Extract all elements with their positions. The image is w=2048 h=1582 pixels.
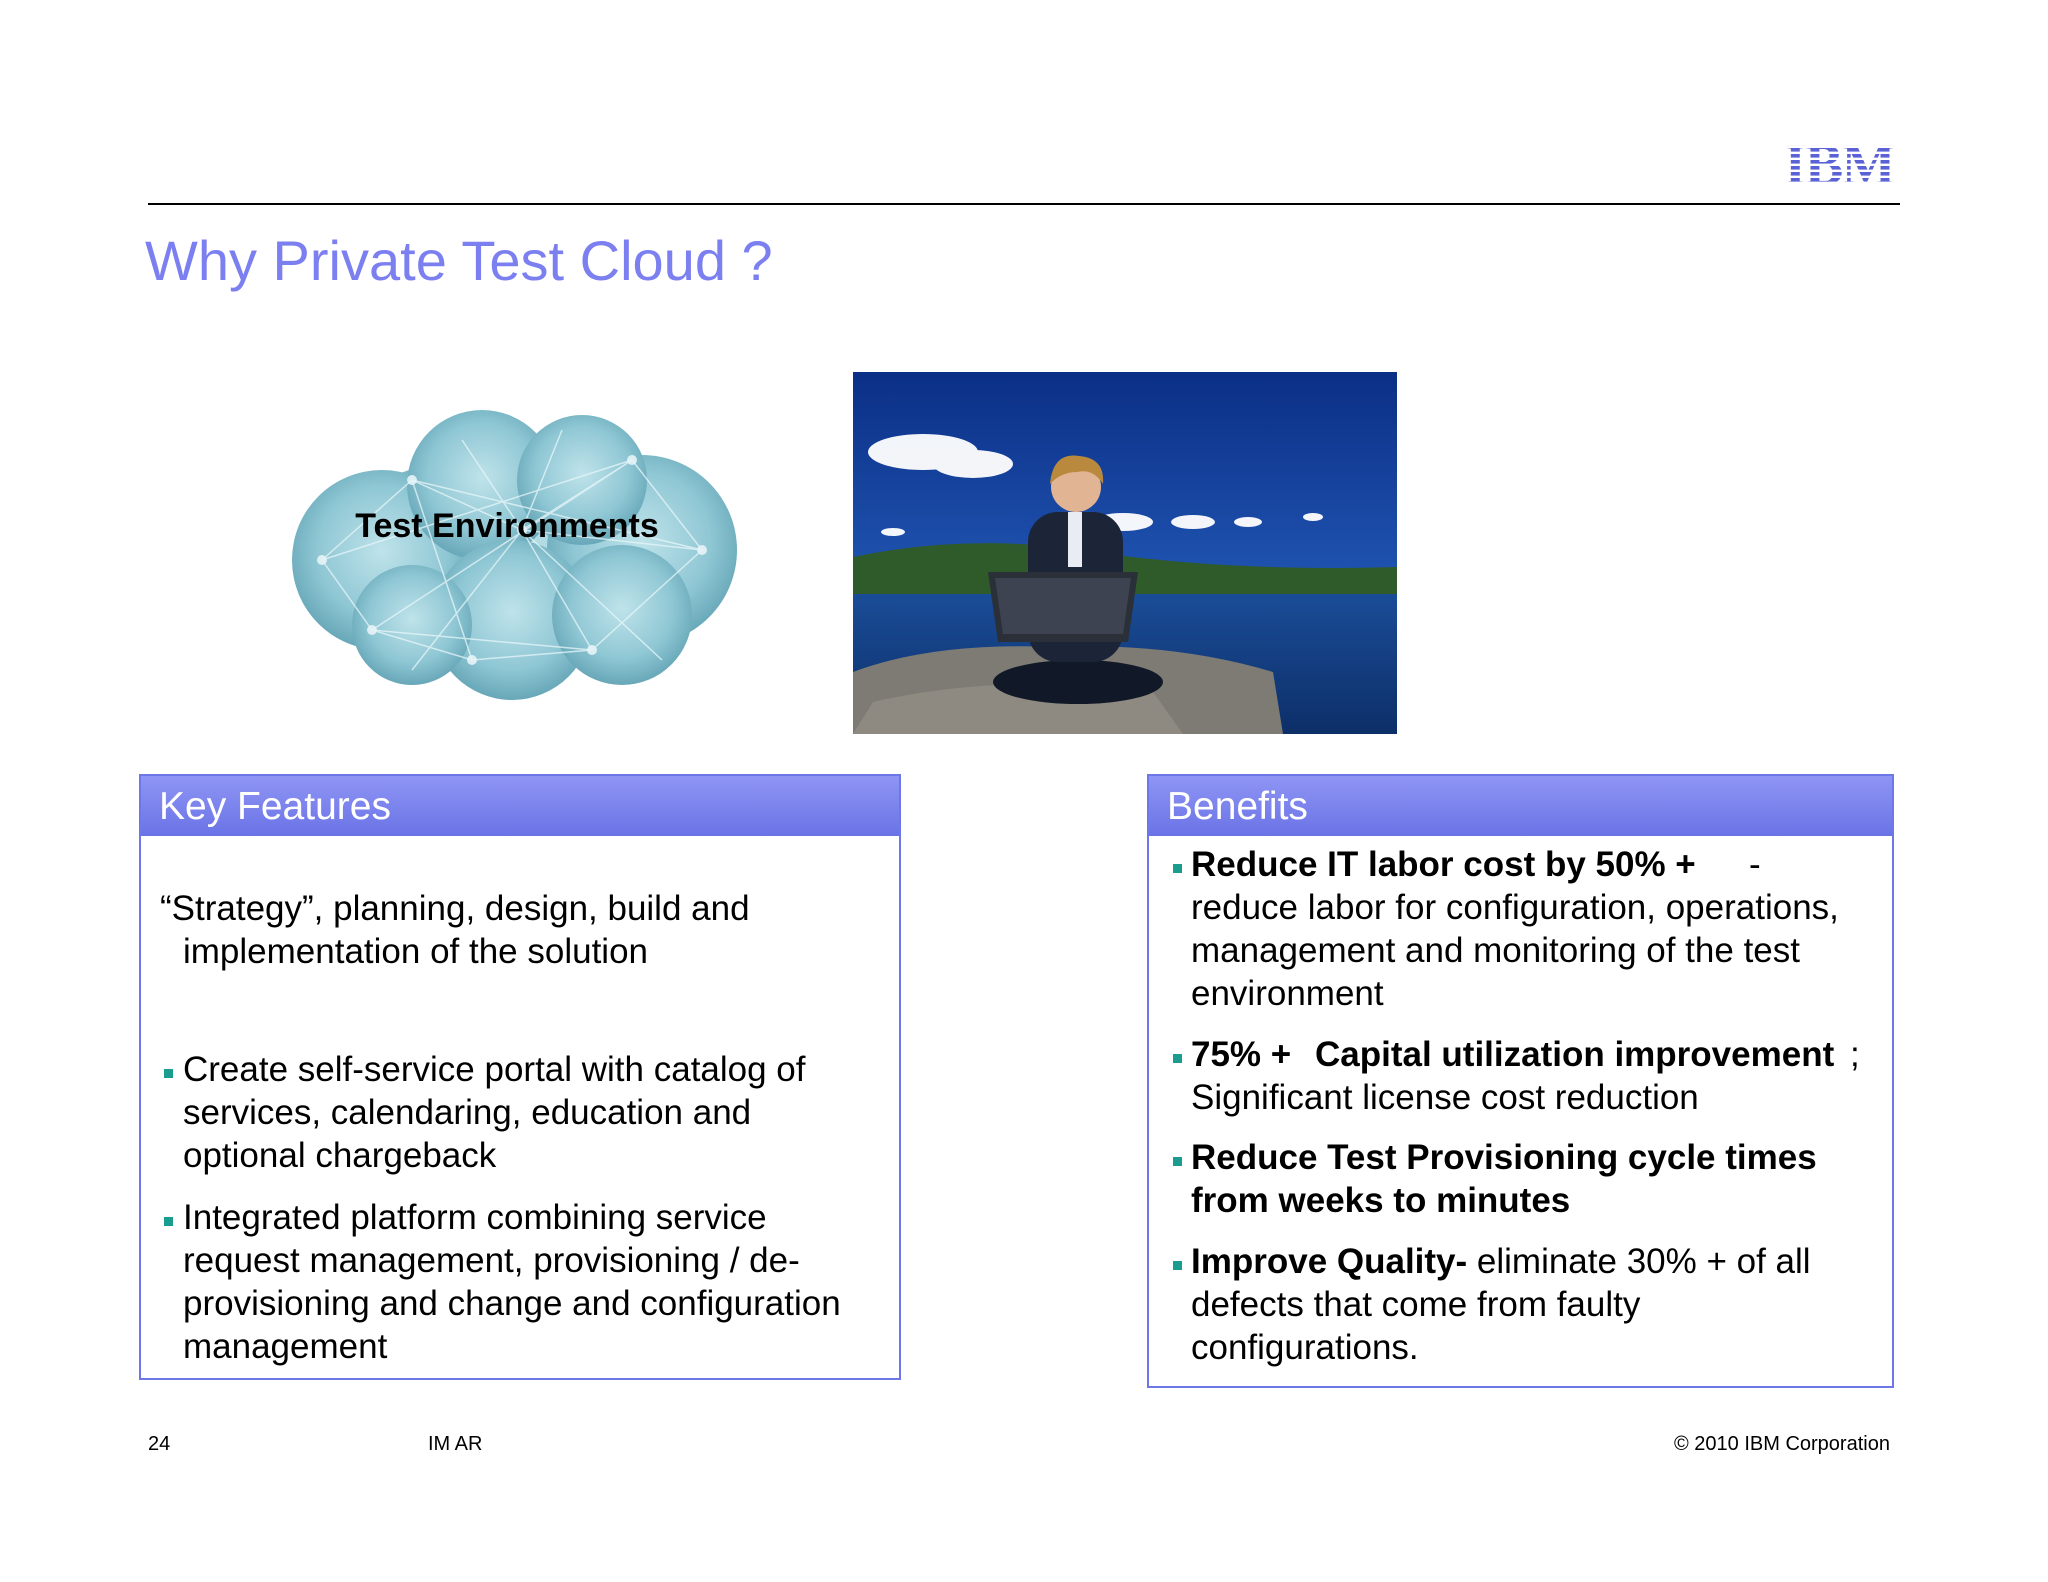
benefit-1-line1: reduce labor for configuration, operations, (1191, 888, 1839, 927)
benefit-2-semicolon: ; (1850, 1035, 1860, 1074)
bullet-icon (1173, 864, 1182, 873)
copyright: © 2010 IBM Corporation (1674, 1433, 1890, 1455)
page-number: 24 (148, 1433, 171, 1455)
bullet-icon (1173, 1054, 1182, 1063)
benefit-2-bold-b: Capital utilization improvement (1315, 1035, 1835, 1074)
benefits-heading: Benefits (1149, 776, 1892, 836)
benefit-3-line2: from weeks to minutes (1191, 1181, 1571, 1220)
benefits-panel (1147, 774, 1894, 1388)
benefit-3-line1: Reduce Test Provisioning cycle times (1191, 1138, 1817, 1177)
feature-1-line3: optional chargeback (183, 1136, 497, 1175)
footer-label: IM AR (428, 1433, 483, 1455)
benefit-1-line3: environment (1191, 974, 1384, 1013)
benefit-1-dash: - (1749, 845, 1761, 884)
bullet-icon (1173, 1261, 1182, 1270)
feature-2-line4: management (183, 1327, 388, 1366)
benefit-4-line2: configurations. (1191, 1328, 1419, 1367)
key-features-panel (139, 774, 901, 1380)
feature-2-line1: Integrated platform combining service (183, 1198, 767, 1237)
bullet-icon (164, 1069, 173, 1078)
bullet-icon (1173, 1157, 1182, 1166)
benefit-4-tail: eliminate 30% + of all (1467, 1242, 1811, 1281)
svg-text:IBM: IBM (1784, 136, 1894, 188)
benefit-4-bold: Improve Quality- (1191, 1242, 1468, 1281)
features-intro-line2: implementation of the solution (183, 932, 648, 971)
benefit-4-line0 (1191, 1240, 1811, 1283)
cloud-illustration (262, 400, 752, 700)
features-intro-line1: “Strategy”, planning, design, build and (160, 889, 750, 928)
benefit-2-line1: Significant license cost reduction (1191, 1078, 1699, 1117)
photo-person-laptop (853, 372, 1397, 734)
feature-1-line2: services, calendaring, education and (183, 1093, 752, 1132)
feature-2-line3: provisioning and change and configuration (183, 1284, 841, 1323)
benefit-1-bold: Reduce IT labor cost by 50% + (1191, 845, 1696, 884)
cloud-label: Test Environments (355, 507, 659, 545)
key-features-heading: Key Features (141, 776, 899, 836)
ibm-logo (1778, 136, 1900, 188)
feature-1-line1: Create self-service portal with catalog of (183, 1050, 806, 1089)
benefit-4-line1: defects that come from faulty (1191, 1285, 1641, 1324)
benefit-2-bold-a: 75% + (1191, 1035, 1292, 1074)
feature-2-line2: request management, provisioning / de- (183, 1241, 800, 1280)
bullet-icon (164, 1217, 173, 1226)
page-title: Why Private Test Cloud ? (145, 229, 773, 292)
header-rule (148, 203, 1900, 205)
benefit-1-line2: management and monitoring of the test (1191, 931, 1800, 970)
